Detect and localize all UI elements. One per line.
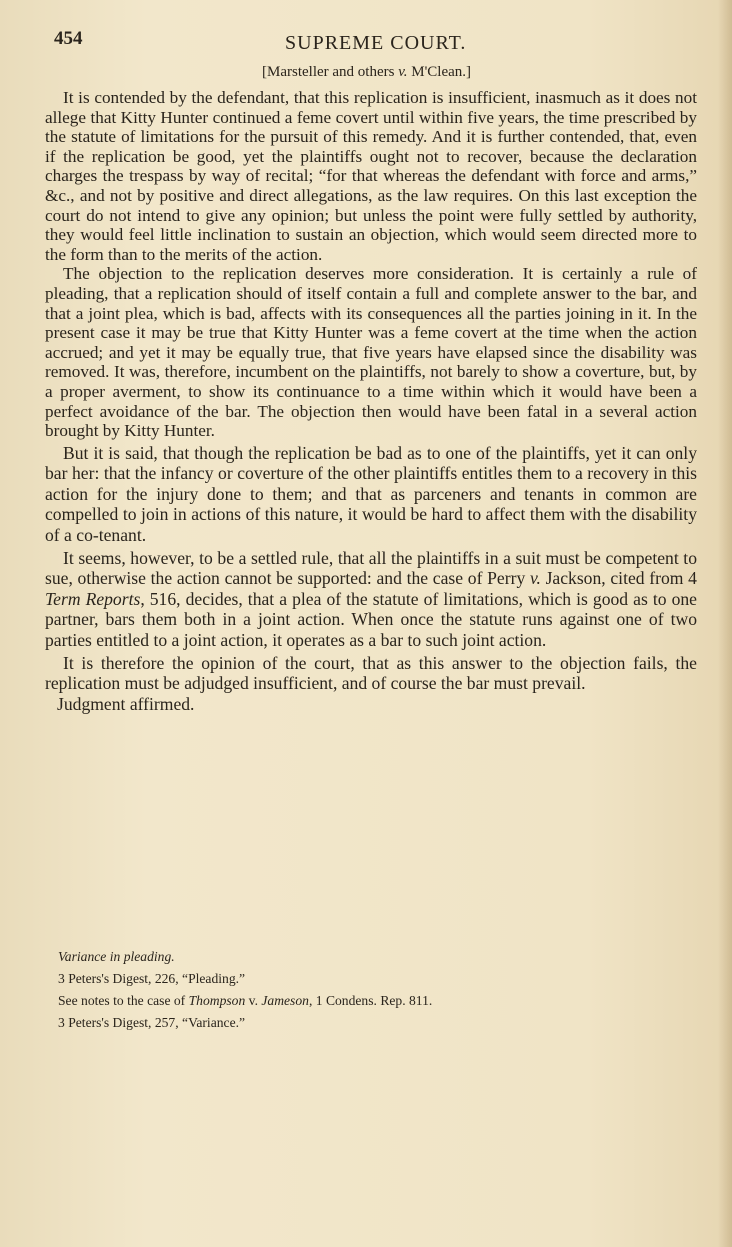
paragraph-opinion: It is therefore the opinion of the court, that as this answer to the objection fails, the replication must be adjudged insufficient, and of course the bar must prevail. [45,652,697,694]
settled-rule-text-1: It seems, however, to be a settled rule, that all the plaintiffs in a suit must be competent to sue, otherwise the action cannot be supported: and the case of Perry [45,547,697,589]
running-title: SUPREME COURT. [285,32,467,54]
note-case-1: Thompson [188,993,246,1008]
note-pleading: 3 Peters's Digest, 226, “Pleading.” [58,971,246,986]
opinion-body [45,88,697,714]
note-versus: v. [245,993,262,1008]
case-ref-open: [Marsteller and others [262,64,399,80]
note-text-2: , 1 Condens. Rep. 811. [308,993,433,1008]
paragraph-plaintiffs-argument: But it is said, that though the replication be bad as to one of the plaintiffs, yet it can only bar her: that the infancy or coverture of the other plaintiffs entitles them to a recovery in this action for the injury done to them; and that as parceners and tenants in common are compelled to join in actions of this nature, it would be hard to affect them with the disability of a co-tenant. [45,442,697,546]
reference-notes [58,946,698,1034]
note-text-1: See notes to the case of [58,993,189,1008]
page-edge-shadow [718,0,732,1247]
case-reference [262,64,471,81]
settled-rule-text-3: , 516, decides, that a plea of the statute of limitations, which is good as to one partner, bars them both in a joint action. When once the statute runs against one of two parties entitled to a joint action, it operates as a bar to such joint action. [45,588,697,651]
page-number: 454 [54,28,83,49]
paragraph-contention: It is contended by the defendant, that this replication is insufficient, inasmuch as it does not allege that Kitty Hunter continued a feme covert until within five years, the time prescribed by the statute of limitations for the pursuit of this remedy. And it is further contended, that, even if the replication be good, yet the plaintiffs ought not to recover, because the declaration charges the trespass by way of recital; “for that whereas the defendant with force and arms,” &c., and not by positive and direct allegations, as the law requires. On this last exception the court do not intend to give any opinion; but unless the point were fully settled by authority, they would feel little inclination to sustain an objection, which would seem directed more to the form than to the merits of the action. [45,88,697,264]
note-thompson-jameson [58,990,698,1012]
note-case-2: Jameson [261,993,309,1008]
notes-heading: Variance in pleading. [58,949,175,964]
case-ref-versus: v. [398,64,408,80]
settled-rule-text-2: Jackson, cited from 4 [540,568,697,589]
judgment-line: Judgment affirmed. [57,693,195,714]
paragraph-objection: The objection to the replication deserves more consideration. It is certainly a rule of pleading, that a replication should of itself contain a full and complete answer to the bar, and that a joint plea, which is bad, affects with its consequences all the parties joining in it. In the present case it may be true that Kitty Hunter was a feme covert at the time when the action accrued; and yet it may be equally true, that five years have elapsed since the disability was removed. It was, therefore, incumbent on the plaintiffs, not barely to show a coverture, but, by a proper averment, to show its continuance to a time within which it would have been a perfect avoidance of the bar. The objection then would have been fatal in a several action brought by Kitty Hunter. [45,264,697,441]
term-reports-citation: Term Reports [45,588,141,609]
case-ref-close: M'Clean.] [407,64,472,80]
settled-rule-versus: v. [529,568,541,589]
note-variance: 3 Peters's Digest, 257, “Variance.” [58,1015,246,1030]
paragraph-settled-rule [45,548,697,651]
page-header [0,24,732,54]
